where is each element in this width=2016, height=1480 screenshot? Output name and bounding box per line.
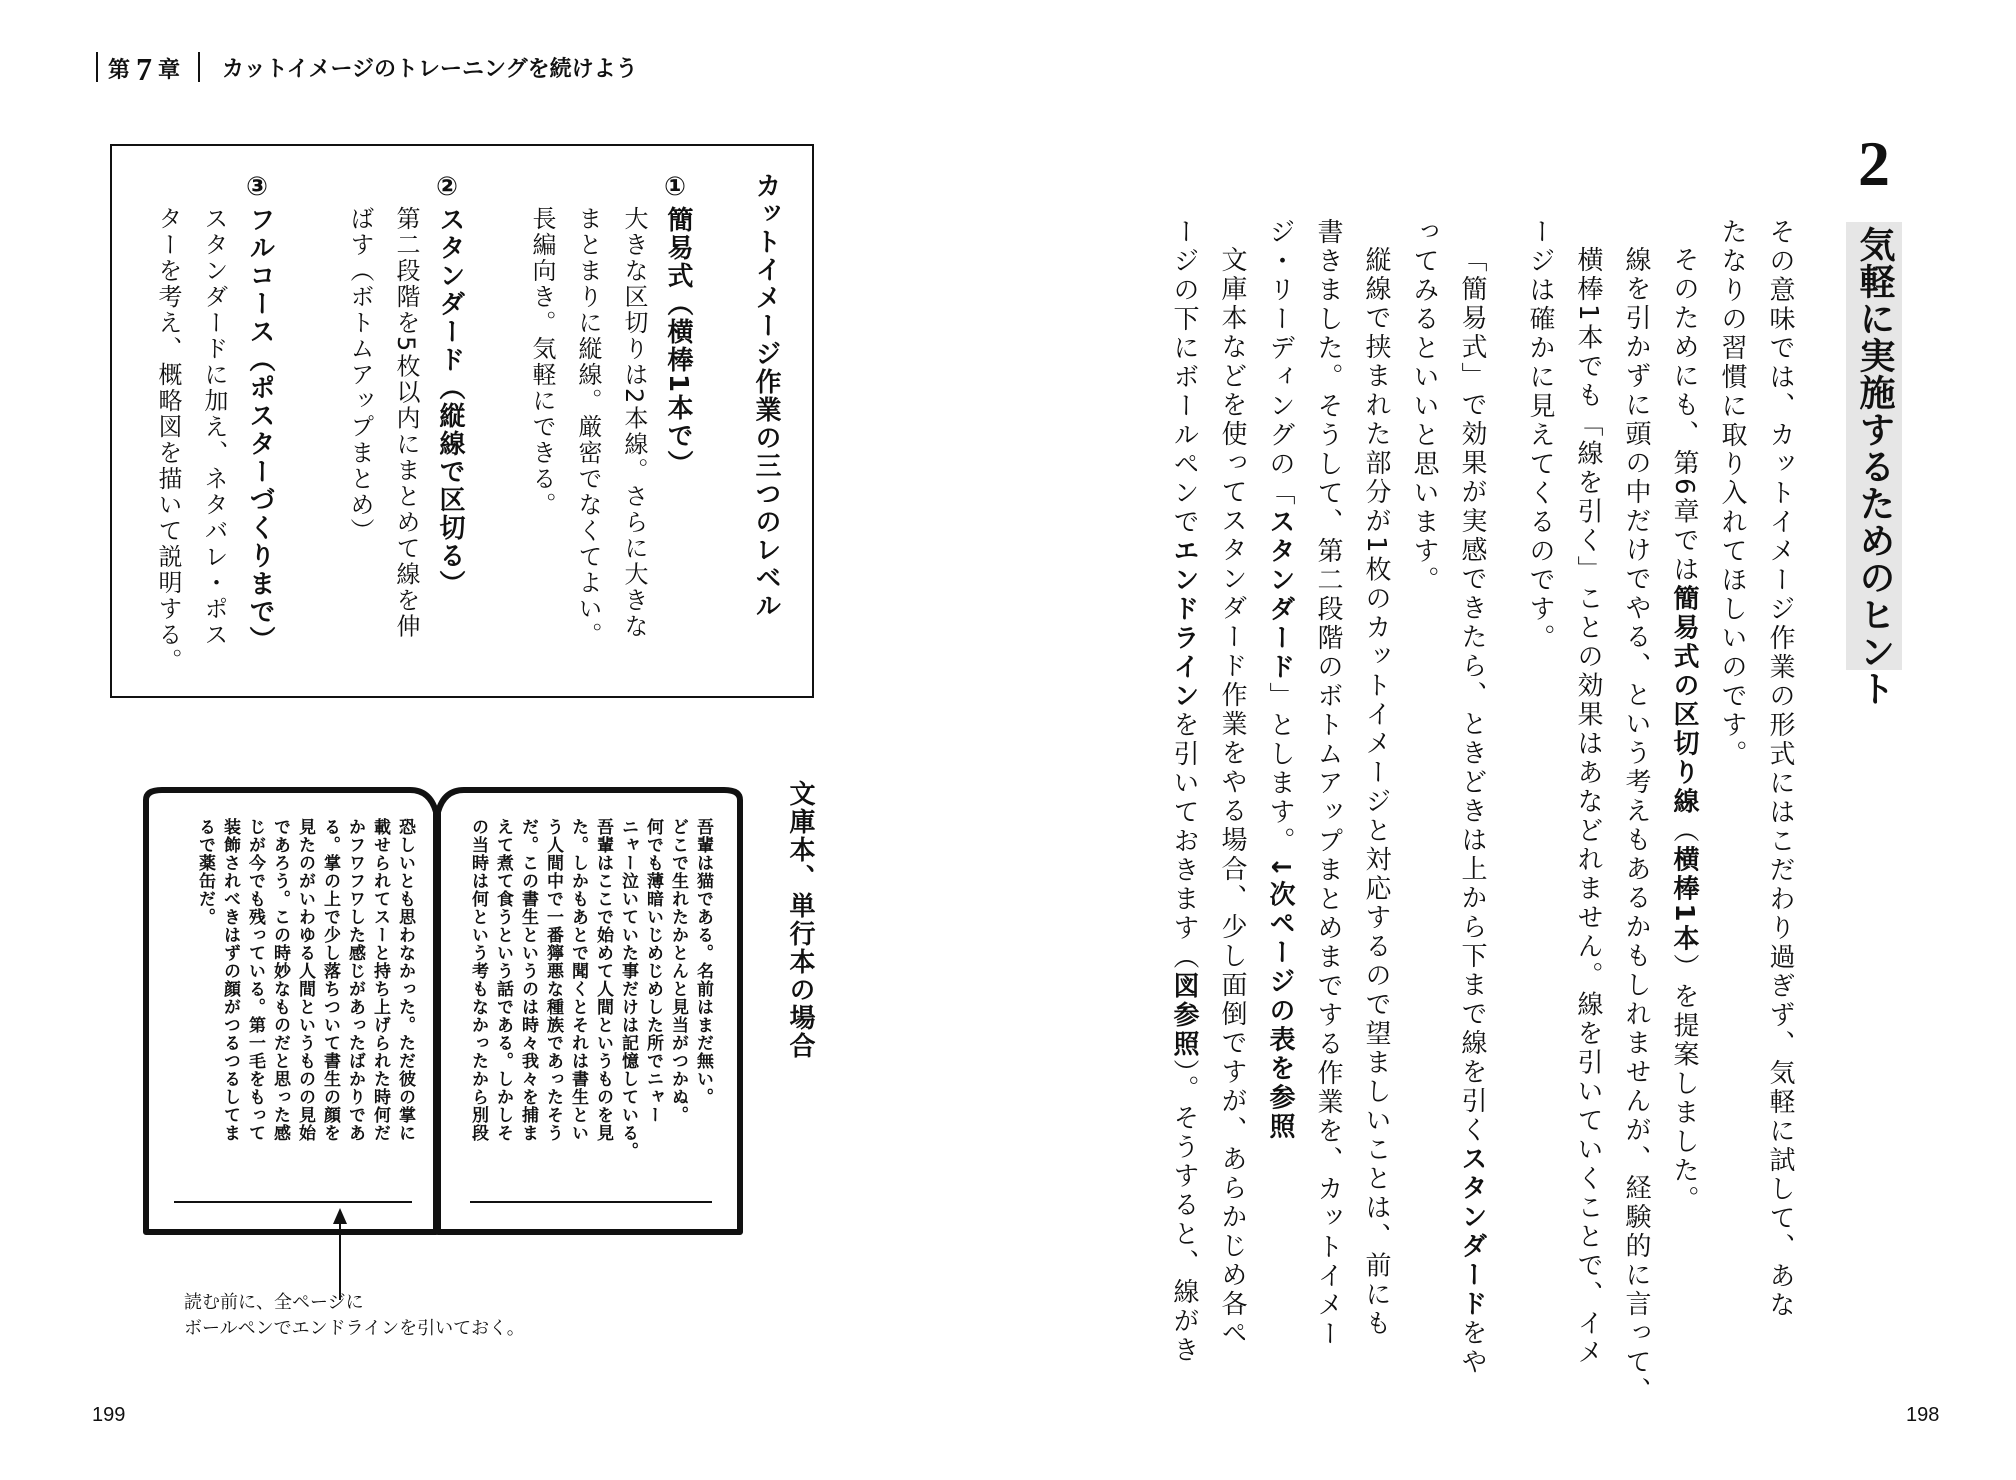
body-span: ジ・リーディングの「 (1265, 218, 1295, 508)
level-2-line-1: 第二段階を5枚以内にまとめて線を伸 (392, 206, 420, 640)
section-number: 2 (1858, 128, 1890, 199)
body-emphasis: 横棒1本 (1669, 845, 1699, 954)
book-text-line: じが今でも残っている。第一毛をもって (245, 818, 265, 1142)
book-text-line: 何でも薄暗いじめじめした所でニャー (643, 818, 663, 1124)
body-span: 」とします。 (1265, 682, 1295, 856)
body-span: ージは確かに見えてくるのです。 (1525, 218, 1555, 653)
body-emphasis: 簡易式の区切り線 (1669, 584, 1699, 817)
level-3-name: フルコース（ポスターづくりまで） (245, 206, 275, 654)
illustration-note-line-2: ボールペンでエンドラインを引いておく。 (184, 1318, 525, 1339)
level-1-line-3: 長編向き。気軽にできる。 (528, 206, 556, 518)
body-span: 書きました。そうして、第二段階のボトムアップまとめまでする作業を、カットイメー (1313, 218, 1343, 1349)
book-text-line: ニャー泣いていた事だけは記憶している。 (618, 818, 638, 1160)
book-text-line: 載せられてスーと持ち上げられた時何だ (370, 818, 390, 1142)
section-heading: 気軽に実施するためのヒント (1854, 226, 1895, 707)
body-emphasis: スタンダード (1457, 1145, 1487, 1319)
book-text-line: 吾輩は猫である。名前はまだ無い。 (693, 818, 713, 1106)
box-title: カットイメージ作業の三つのレベル (751, 172, 781, 620)
book-text-line: 装飾されべきはずの顔がつるつるしてま (220, 818, 240, 1142)
level-1-line-2: まとまりに縦線。厳密でなくてよい。 (574, 206, 602, 648)
level-1-line-1: 大きな区切りは2本線。さらに大きな (620, 206, 648, 640)
level-3-line-2: ターを考え、概略図を描いて説明する。 (154, 206, 182, 674)
book-text-line: かフワフワした感じがあったばかりであ (345, 818, 365, 1142)
book-text-line: 見たのがいわゆる人間というものの見始 (295, 818, 315, 1142)
book-text-line: た。しかもあとで聞くとそれは書生とい (568, 818, 588, 1142)
level-1-name: 簡易式（横棒1本で） (663, 206, 693, 479)
page-number-left: 199 (92, 1404, 126, 1426)
body-span: 横棒1本でも「線を引く」ことの効果はあなどれません。線を引いていくことで、イメ (1573, 246, 1603, 1368)
illustration-title: 文庫本、単行本の場合 (785, 780, 815, 1060)
body-span: （ (1669, 816, 1699, 846)
book-text-line: 恐しいとも思わなかった。ただ彼の掌に (395, 818, 415, 1142)
pointer-arrow-head (333, 1208, 347, 1224)
book-text-line: 吾輩はここで始めて人間というものを見 (593, 818, 613, 1142)
body-span: たなりの習慣に取り入れてほしいのです。 (1717, 218, 1747, 769)
book-text-line: えて煮て食うという話である。しかしそ (493, 818, 513, 1142)
body-span: ）。そうすると、線がき (1169, 1059, 1199, 1365)
level-1-marker: ① (660, 172, 690, 204)
body-span: 「簡易式」で効果が実感できたら、ときどきは上から下まで線を引く (1457, 246, 1487, 1145)
book-text-line: う人間中で一番獰悪な種族であったそう (543, 818, 563, 1142)
book-text-line: の当時は何という考もなかったから別段 (468, 818, 488, 1142)
body-emphasis: 図参照 (1169, 972, 1199, 1059)
page-number-right: 198 (1906, 1404, 1940, 1426)
body-span: ってみるといいと思います。 (1409, 218, 1439, 595)
body-emphasis: エンドライン (1169, 537, 1199, 711)
body-span: 線を引かずに頭の中だけでやる、という考えもあるかもしれませんが、経験的に言って、 (1621, 246, 1651, 1406)
body-span: その意味では、カットイメージ作業の形式にはこだわり過ぎず、気軽に試して、あな (1765, 218, 1795, 1320)
chapter-title: カットイメージのトレーニングを続けよう (222, 57, 638, 82)
book-text-line: るで薬缶だ。 (195, 818, 215, 926)
level-2-line-2: ばす（ボトムアップまとめ） (346, 206, 374, 544)
level-3-line-1: スタンダードに加え、ネタバレ・ポス (200, 206, 228, 648)
book-text-line: る。掌の上で少し落ちついて書生の顔を (320, 818, 340, 1142)
book-text-line: だ。この書生というのは時々我々を捕ま (518, 818, 538, 1142)
body-span: ）を提案しました。 (1669, 953, 1699, 1215)
level-3-marker: ③ (242, 172, 272, 204)
chapter-label: 第 7 章 (108, 51, 181, 87)
body-span: をや (1457, 1319, 1487, 1377)
chapter-number: 7 (136, 51, 153, 87)
book-text-line: どこで生れたかとんと見当がつかぬ。 (668, 818, 688, 1124)
body-span: そのためにも、第6章では (1669, 246, 1699, 585)
body-emphasis: ↓次ページの表を参照 (1265, 856, 1295, 1142)
illustration-note-line-1: 読む前に、全ページに (184, 1292, 364, 1313)
body-span: を引いておきます（ (1169, 711, 1199, 972)
level-2-marker: ② (432, 172, 462, 204)
body-span: 文庫本などを使ってスタンダード作業をやる場合、少し面倒ですが、あらかじめ各ペ (1217, 246, 1247, 1348)
book-text-line: であろう。この時妙なものだと思った感 (270, 818, 290, 1142)
body-span: 縦線で挟まれた部分が1枚のカットイメージと対応するので望ましいことは、前にも (1361, 246, 1391, 1339)
body-emphasis: スタンダード (1265, 508, 1295, 682)
level-2-name: スタンダード（縦線で区切る） (435, 206, 465, 598)
body-span: ージの下にボールペンで (1169, 218, 1199, 537)
